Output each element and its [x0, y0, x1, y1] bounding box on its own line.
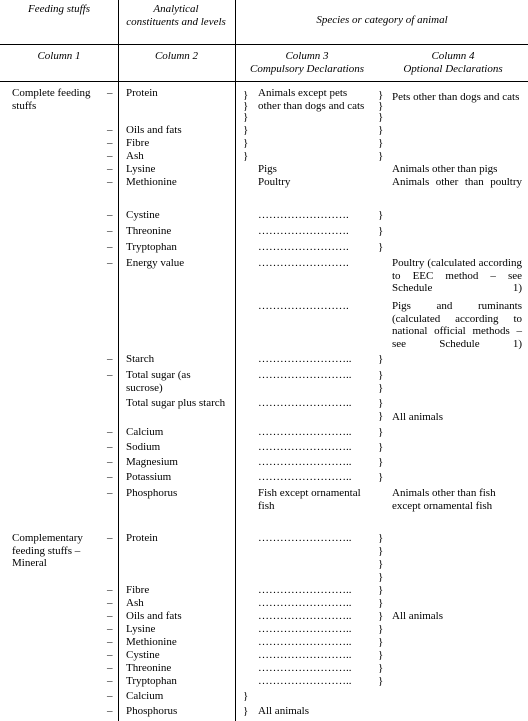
- brace: }: [378, 100, 384, 112]
- brace: }: [378, 124, 384, 136]
- constituent-sugar-plus-starch: Total sugar plus starch: [126, 397, 226, 409]
- dots: ……………………..: [258, 610, 352, 622]
- dots: ……………………..: [258, 456, 352, 468]
- constituent-oils-and-fats: Oils and fats: [126, 124, 182, 136]
- header-column-4-sub: Optional Declarations: [403, 63, 503, 75]
- dots: ……………………..: [258, 649, 352, 661]
- brace: }: [378, 441, 384, 453]
- compulsory-pigs: Pigs: [258, 163, 277, 175]
- dash: –: [107, 176, 113, 188]
- optional-pigs-ruminants: Pigs and ruminants (calculated according to national official methods – see Schedule 1): [392, 300, 522, 350]
- constituent-fibre-2: Fibre: [126, 584, 150, 596]
- brace: }: [378, 610, 384, 622]
- constituent-calcium-2: Calcium: [126, 690, 164, 702]
- optional-all-animals-2: All animals: [392, 610, 444, 622]
- compulsory-animals-except-pets: Animals except pets other than dogs and cats: [258, 87, 365, 112]
- compulsory-poultry: Poultry: [258, 176, 291, 188]
- dots: ……………………..: [258, 353, 352, 365]
- constituent-energy-value: Energy value: [126, 257, 185, 269]
- section-complementary-mineral: Complementary feeding stuffs – Mineral: [12, 532, 83, 569]
- constituent-lysine-2: Lysine: [126, 623, 156, 635]
- brace: }: [378, 225, 384, 237]
- constituent-total-sugar: Total sugar (as sucrose): [126, 369, 191, 394]
- constituent-tryptophan-2: Tryptophan: [126, 675, 177, 687]
- constituent-ash-2: Ash: [126, 597, 144, 609]
- brace: }: [378, 382, 384, 394]
- brace: }: [243, 100, 249, 112]
- dots: …………………….: [258, 209, 349, 221]
- brace: }: [243, 150, 249, 162]
- dash: –: [107, 487, 113, 499]
- brace: }: [378, 636, 384, 648]
- brace: }: [378, 410, 384, 422]
- brace: }: [378, 241, 384, 253]
- header-column-1: Column 1: [37, 50, 81, 62]
- optional-not-poultry: Animals other than poultry: [392, 176, 522, 188]
- brace: }: [378, 89, 384, 101]
- brace: }: [243, 89, 249, 101]
- brace: }: [378, 649, 384, 661]
- dash: –: [107, 690, 113, 702]
- brace: }: [378, 426, 384, 438]
- dots: ……………………..: [258, 426, 352, 438]
- optional-poultry-eec: Poultry (calculated according to EEC method – see Schedule 1): [392, 257, 522, 294]
- dots: ……………………..: [258, 532, 352, 544]
- constituent-oils-and-fats-2: Oils and fats: [126, 610, 182, 622]
- constituent-sodium: Sodium: [126, 441, 161, 453]
- dash: –: [107, 257, 113, 269]
- dots: ……………………..: [258, 369, 352, 381]
- dash: –: [107, 623, 113, 635]
- brace: }: [243, 111, 249, 123]
- constituent-lysine: Lysine: [126, 163, 156, 175]
- brace: }: [243, 690, 249, 702]
- dash: –: [107, 163, 113, 175]
- dots: ……………………..: [258, 441, 352, 453]
- dash: –: [107, 636, 113, 648]
- constituent-phosphorus-2: Phosphorus: [126, 705, 178, 717]
- brace: }: [378, 558, 384, 570]
- constituent-protein-2: Protein: [126, 532, 158, 544]
- dash: –: [107, 209, 113, 221]
- dash: –: [107, 353, 113, 365]
- header-column-2: Column 2: [154, 50, 199, 62]
- column-divider-2: [235, 0, 236, 721]
- constituent-cystine-2: Cystine: [126, 649, 160, 661]
- brace: }: [378, 571, 384, 583]
- header-column-3: Column 3: [285, 50, 329, 62]
- constituent-magnesium: Magnesium: [126, 456, 178, 468]
- brace: }: [378, 209, 384, 221]
- header-rule-1: [0, 44, 528, 45]
- brace: }: [378, 456, 384, 468]
- constituent-phosphorus: Phosphorus: [126, 487, 178, 499]
- column-divider-1: [118, 0, 119, 721]
- brace: }: [378, 471, 384, 483]
- constituent-cystine: Cystine: [126, 209, 160, 221]
- dash: –: [107, 471, 113, 483]
- dash: –: [107, 426, 113, 438]
- optional-not-pigs: Animals other than pigs: [392, 163, 498, 175]
- dash: –: [107, 124, 113, 136]
- dots: ……………………..: [258, 471, 352, 483]
- dash: –: [107, 675, 113, 687]
- compulsory-fish: Fish except ornamental fish: [258, 487, 361, 512]
- optional-pets: Pets other than dogs and cats: [392, 91, 520, 103]
- dash: –: [107, 610, 113, 622]
- dash: –: [107, 705, 113, 717]
- constituent-starch: Starch: [126, 353, 155, 365]
- dots: ……………………..: [258, 397, 352, 409]
- brace: }: [378, 353, 384, 365]
- optional-all-animals-1: All animals: [392, 411, 444, 423]
- dots: ……………………..: [258, 675, 352, 687]
- dots: ……………………..: [258, 662, 352, 674]
- constituent-potassium: Potassium: [126, 471, 172, 483]
- dash: –: [107, 597, 113, 609]
- brace: }: [378, 137, 384, 149]
- brace: }: [378, 150, 384, 162]
- optional-not-fish: Animals other than fish except ornamental fish: [392, 487, 496, 512]
- brace: }: [378, 623, 384, 635]
- brace: }: [378, 662, 384, 674]
- dash: –: [107, 532, 113, 544]
- constituent-methionine-2: Methionine: [126, 636, 177, 648]
- dots: ……………………..: [258, 636, 352, 648]
- brace: }: [243, 705, 249, 717]
- header-rule-2: [0, 81, 528, 82]
- dash: –: [107, 137, 113, 149]
- constituent-tryptophan: Tryptophan: [126, 241, 177, 253]
- brace: }: [378, 532, 384, 544]
- header-species: Species or category of animal: [316, 14, 448, 26]
- dash: –: [107, 662, 113, 674]
- header-column-4: Column 4: [431, 50, 475, 62]
- dash: –: [107, 241, 113, 253]
- brace: }: [243, 137, 249, 149]
- header-analytical: Analytical constituents and levels: [126, 3, 226, 28]
- brace: }: [378, 545, 384, 557]
- constituent-calcium: Calcium: [126, 426, 164, 438]
- dots: ……………………..: [258, 597, 352, 609]
- dots: ……………………..: [258, 584, 352, 596]
- constituent-threonine: Threonine: [126, 225, 172, 237]
- section-complete-feeding-stuffs: Complete feeding stuffs: [12, 87, 91, 112]
- header-column-3-sub: Compulsory Declarations: [250, 63, 364, 75]
- dots: …………………….: [258, 241, 349, 253]
- constituent-protein: Protein: [126, 87, 158, 99]
- dash: –: [107, 225, 113, 237]
- dots: ……………………..: [258, 623, 352, 635]
- dash: –: [107, 456, 113, 468]
- constituent-threonine-2: Threonine: [126, 662, 172, 674]
- brace: }: [378, 111, 384, 123]
- brace: }: [378, 675, 384, 687]
- header-feeding-stuffs: Feeding stuffs: [27, 3, 91, 15]
- dash: –: [107, 87, 113, 99]
- dots: …………………….: [258, 257, 349, 269]
- constituent-ash: Ash: [126, 150, 144, 162]
- constituent-fibre: Fibre: [126, 137, 150, 149]
- dash: –: [107, 649, 113, 661]
- brace: }: [378, 597, 384, 609]
- brace: }: [378, 584, 384, 596]
- dash: –: [107, 369, 113, 381]
- brace: }: [243, 124, 249, 136]
- dash: –: [107, 584, 113, 596]
- constituent-methionine: Methionine: [126, 176, 177, 188]
- compulsory-all-animals: All animals: [258, 705, 310, 717]
- dash: –: [107, 441, 113, 453]
- brace: }: [378, 397, 384, 409]
- dots: …………………….: [258, 225, 349, 237]
- brace: }: [378, 369, 384, 381]
- dash: –: [107, 150, 113, 162]
- dots: …………………….: [258, 300, 349, 312]
